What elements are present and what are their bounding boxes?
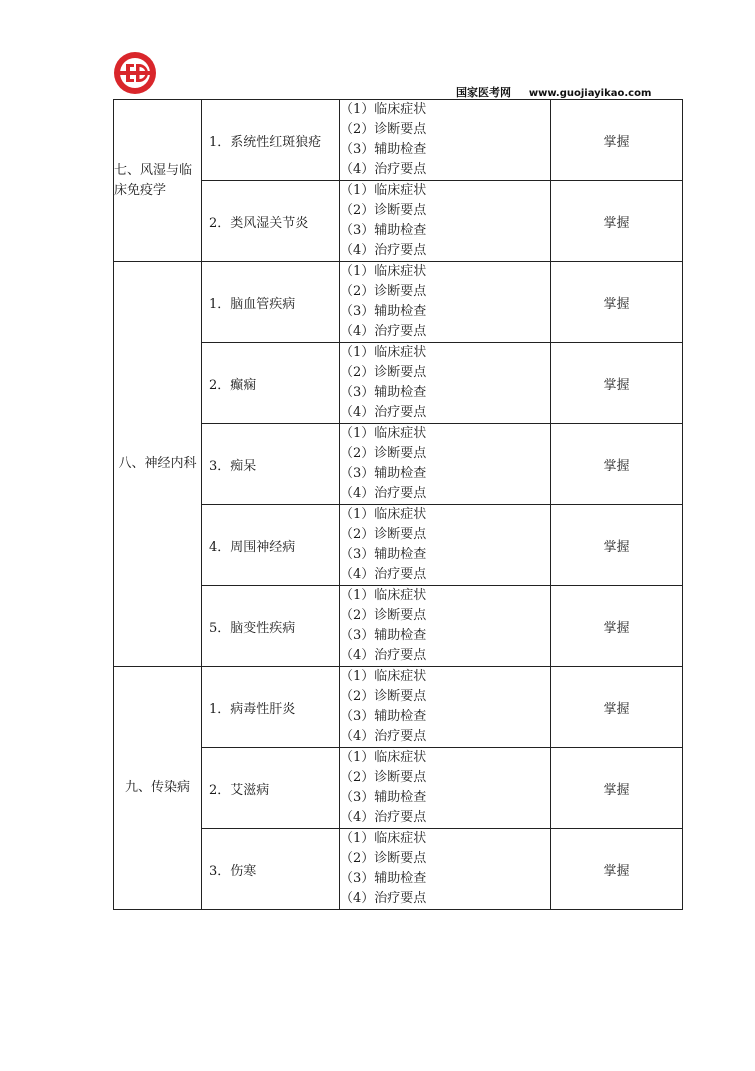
disease-cell [202, 181, 340, 262]
list-item: （2）诊断要点 [340, 851, 427, 866]
items-cell [340, 586, 551, 667]
disease-cell [202, 829, 340, 910]
disease-name: 2．癫痫 [209, 377, 257, 393]
items-cell [340, 667, 551, 748]
list-item: （1）临床症状 [340, 750, 427, 765]
list-item: （1）临床症状 [340, 669, 427, 684]
disease-cell [202, 424, 340, 505]
disease-name: 1．病毒性肝炎 [209, 701, 296, 717]
list-item: （1）临床症状 [340, 426, 427, 441]
site-url[interactable]: www.guojiayikao.com [528, 88, 652, 99]
items-cell [340, 748, 551, 829]
disease-name: 2．艾滋病 [209, 782, 270, 798]
list-item: （1）临床症状 [340, 345, 427, 360]
list-item: （1）临床症状 [340, 588, 427, 603]
list-item: （3）辅助检查 [340, 142, 427, 157]
requirement-level: 掌握 [551, 829, 683, 910]
list-item: （3）辅助检查 [340, 628, 427, 643]
requirement-level: 掌握 [551, 343, 683, 424]
list-item: （3）辅助检查 [340, 871, 427, 886]
list-item: （1）临床症状 [340, 831, 427, 846]
items-cell [340, 505, 551, 586]
disease-name: 2．类风湿关节炎 [209, 215, 309, 231]
list-item: （2）诊断要点 [340, 203, 427, 218]
requirement-level: 掌握 [551, 505, 683, 586]
list-item: （4）治疗要点 [340, 243, 427, 258]
list-item: （4）治疗要点 [340, 486, 427, 501]
section-title-line: 床免疫学 [114, 182, 167, 198]
list-item: （2）诊断要点 [340, 446, 427, 461]
disease-name: 5．脑变性疾病 [209, 620, 296, 636]
page-header [456, 84, 651, 100]
section-title: 九、传染病 [124, 780, 190, 795]
list-item: （3）辅助检查 [340, 790, 427, 805]
site-name: 国家医考网 [456, 86, 511, 99]
items-cell [340, 181, 551, 262]
requirement-level: 掌握 [551, 424, 683, 505]
list-item: （4）治疗要点 [340, 810, 427, 825]
list-item: （2）诊断要点 [340, 122, 427, 137]
items-cell [340, 829, 551, 910]
section-cell [114, 262, 202, 667]
list-item: （4）治疗要点 [340, 567, 427, 582]
table-row [114, 100, 683, 181]
requirement-level: 掌握 [551, 181, 683, 262]
items-cell [340, 262, 551, 343]
syllabus-table [113, 99, 683, 910]
list-item: （3）辅助检查 [340, 385, 427, 400]
list-item: （2）诊断要点 [340, 365, 427, 380]
list-item: （3）辅助检查 [340, 304, 427, 319]
section-title-line: 七、风湿与临 [114, 162, 193, 178]
list-item: （3）辅助检查 [340, 466, 427, 481]
disease-cell [202, 343, 340, 424]
items-cell [340, 100, 551, 181]
items-cell [340, 343, 551, 424]
table-row [114, 262, 683, 343]
disease-name: 3．伤寒 [209, 863, 257, 879]
table-row [114, 667, 683, 748]
requirement-level: 掌握 [551, 586, 683, 667]
list-item: （4）治疗要点 [340, 405, 427, 420]
disease-cell [202, 100, 340, 181]
list-item: （4）治疗要点 [340, 729, 427, 744]
requirement-level: 掌握 [551, 748, 683, 829]
requirement-level: 掌握 [551, 100, 683, 181]
list-item: （1）临床症状 [340, 507, 427, 522]
disease-name: 3．痴呆 [209, 458, 257, 474]
list-item: （4）治疗要点 [340, 891, 427, 906]
list-item: （3）辅助检查 [340, 709, 427, 724]
list-item: （1）临床症状 [340, 264, 427, 279]
list-item: （4）治疗要点 [340, 648, 427, 663]
section-cell [114, 667, 202, 910]
list-item: （2）诊断要点 [340, 689, 427, 704]
disease-cell [202, 505, 340, 586]
list-item: （2）诊断要点 [340, 527, 427, 542]
disease-name: 1．系统性红斑狼疮 [209, 134, 322, 150]
section-cell [114, 100, 202, 262]
list-item: （2）诊断要点 [340, 608, 427, 623]
section-title: 八、神经内科 [118, 456, 197, 471]
list-item: （2）诊断要点 [340, 284, 427, 299]
items-cell [340, 424, 551, 505]
list-item: （1）临床症状 [340, 102, 427, 117]
requirement-level: 掌握 [551, 262, 683, 343]
disease-cell [202, 748, 340, 829]
list-item: （2）诊断要点 [340, 770, 427, 785]
disease-name: 4．周围神经病 [209, 539, 296, 555]
disease-cell [202, 586, 340, 667]
disease-cell [202, 667, 340, 748]
site-logo [113, 51, 157, 95]
list-item: （4）治疗要点 [340, 162, 427, 177]
list-item: （3）辅助检查 [340, 547, 427, 562]
list-item: （4）治疗要点 [340, 324, 427, 339]
list-item: （3）辅助检查 [340, 223, 427, 238]
disease-cell [202, 262, 340, 343]
requirement-level: 掌握 [551, 667, 683, 748]
list-item: （1）临床症状 [340, 183, 427, 198]
disease-name: 1．脑血管疾病 [209, 296, 296, 312]
